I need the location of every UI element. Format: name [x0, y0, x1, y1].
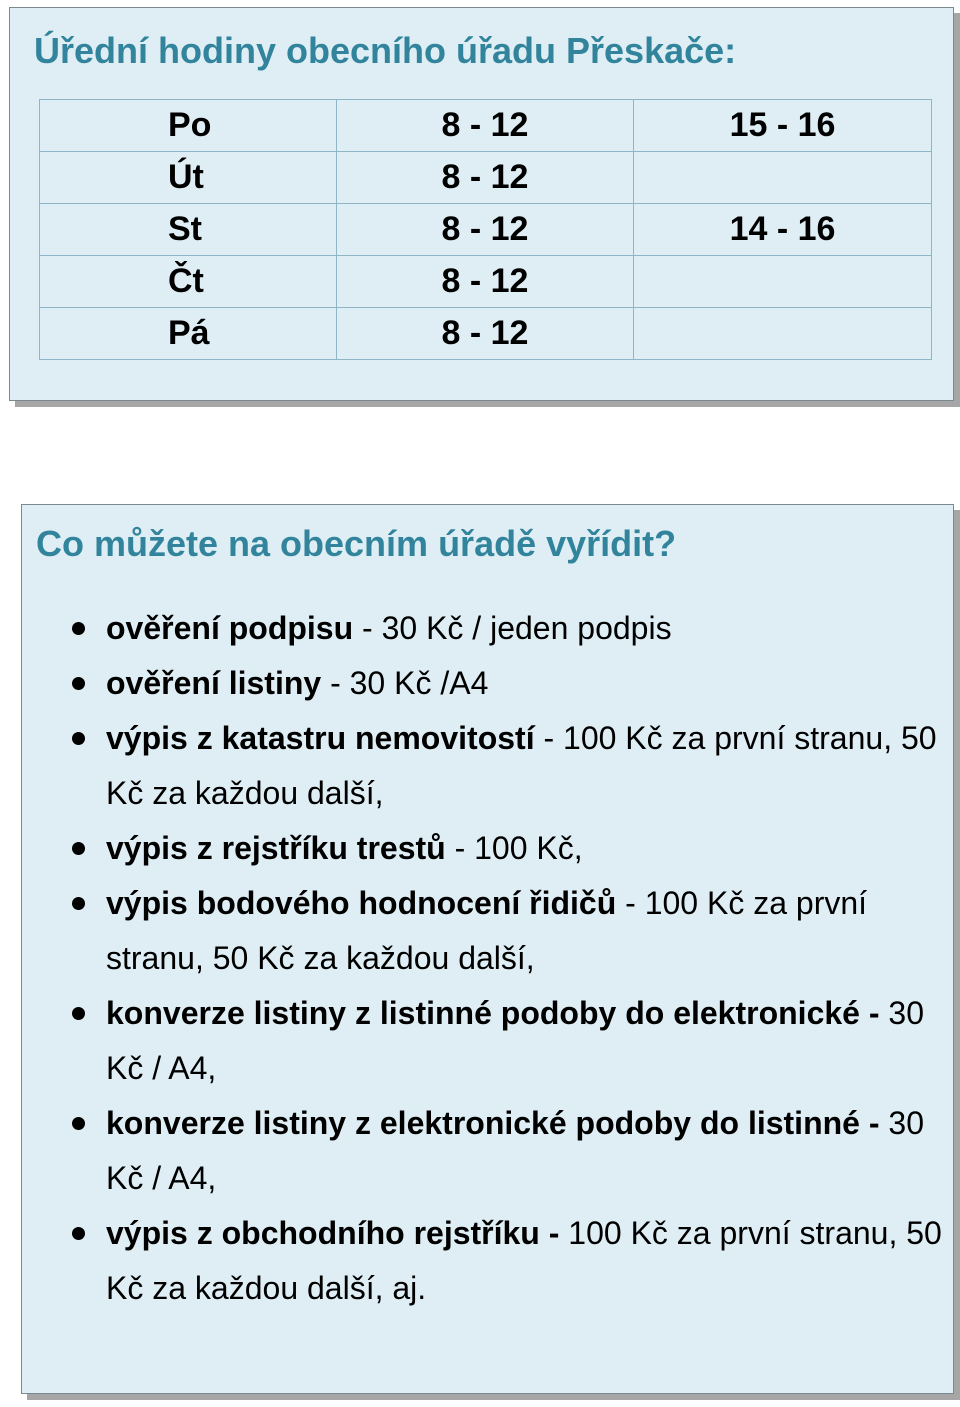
list-item	[22, 1096, 955, 1206]
office-hours-panel	[9, 7, 954, 401]
service-fee: - 100 Kč za první stranu, 50 Kč za každou další,	[106, 720, 937, 811]
service-name: výpis z katastru nemovitostí	[106, 720, 535, 756]
list-item	[22, 821, 955, 876]
list-item	[22, 711, 955, 821]
afternoon-hours-cell	[634, 152, 932, 204]
service-name: výpis bodového hodnocení řidičů	[106, 885, 617, 921]
service-fee: - 30 Kč / jeden podpis	[353, 610, 672, 646]
bullet-icon	[72, 732, 85, 745]
service-fee: 30 Kč / A4,	[106, 1105, 924, 1196]
bullet-icon	[72, 842, 85, 855]
list-item	[22, 986, 955, 1096]
day-cell: Čt	[40, 256, 337, 308]
bullet-icon	[72, 677, 85, 690]
service-fee: - 100 Kč za první stranu, 50 Kč za každou další,	[106, 885, 868, 976]
morning-hours-cell: 8 - 12	[337, 256, 634, 308]
bullet-icon	[72, 1007, 85, 1020]
morning-hours-cell: 8 - 12	[337, 100, 634, 152]
afternoon-hours-cell: 15 - 16	[634, 100, 932, 152]
list-item	[22, 876, 955, 986]
bullet-icon	[72, 622, 85, 635]
bullet-icon	[72, 897, 85, 910]
services-title: Co můžete na obecním úřadě vyřídit?	[36, 523, 677, 564]
afternoon-hours-cell	[634, 308, 932, 360]
afternoon-hours-cell	[634, 256, 932, 308]
service-name: ověření listiny	[106, 665, 322, 701]
service-name: konverze listiny z listinné podoby do elektronické -	[106, 995, 880, 1031]
day-cell: Pá	[40, 308, 337, 360]
list-item	[22, 601, 955, 656]
list-item	[22, 1206, 955, 1316]
day-cell: Út	[40, 152, 337, 204]
service-fee: - 30 Kč /A4	[321, 665, 489, 701]
office-hours-title: Úřední hodiny obecního úřadu Přeskače:	[34, 30, 737, 71]
services-list	[22, 601, 955, 1316]
service-name: výpis z obchodního rejstříku -	[106, 1215, 560, 1251]
office-hours-table	[39, 99, 932, 360]
morning-hours-cell: 8 - 12	[337, 308, 634, 360]
bullet-icon	[72, 1227, 85, 1240]
services-panel	[21, 504, 954, 1394]
service-fee: 100 Kč za první stranu, 50 Kč za každou další, aj.	[106, 1215, 942, 1306]
afternoon-hours-cell: 14 - 16	[634, 204, 932, 256]
day-cell: Po	[40, 100, 337, 152]
service-name: konverze listiny z elektronické podoby do listinné -	[106, 1105, 880, 1141]
table-row	[40, 204, 932, 256]
service-name: výpis z rejstříku trestů	[106, 830, 446, 866]
table-row	[40, 256, 932, 308]
table-row	[40, 152, 932, 204]
morning-hours-cell: 8 - 12	[337, 152, 634, 204]
morning-hours-cell: 8 - 12	[337, 204, 634, 256]
service-fee: - 100 Kč,	[445, 830, 583, 866]
list-item	[22, 656, 955, 711]
table-row	[40, 100, 932, 152]
bullet-icon	[72, 1117, 85, 1130]
service-name: ověření podpisu	[106, 610, 354, 646]
day-cell: St	[40, 204, 337, 256]
service-fee: 30 Kč / A4,	[106, 995, 924, 1086]
table-row	[40, 308, 932, 360]
